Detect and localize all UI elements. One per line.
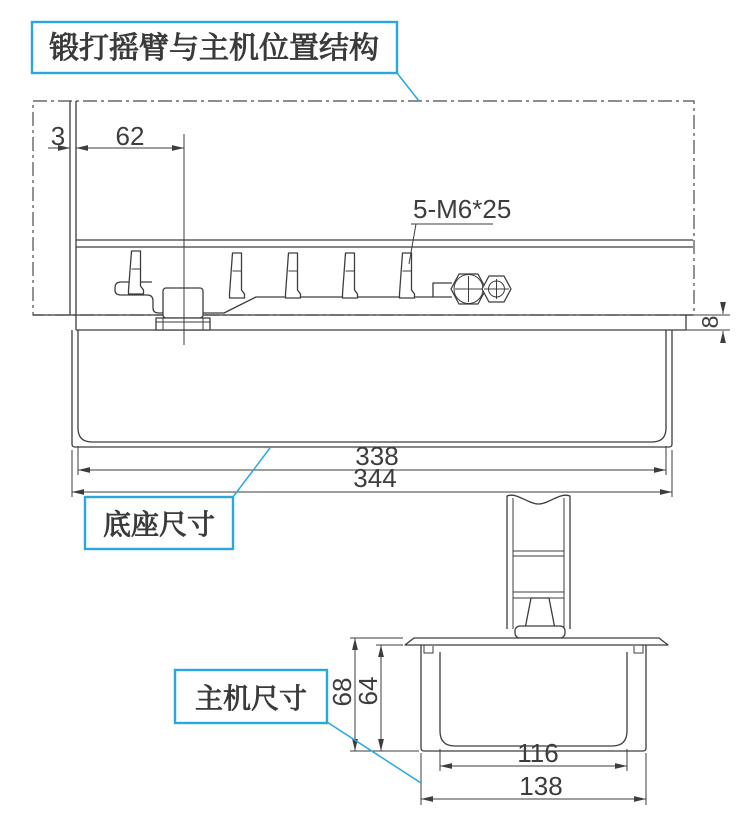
host-callout-leader bbox=[327, 722, 421, 783]
hex-fasteners bbox=[451, 274, 511, 304]
bolt bbox=[129, 251, 144, 294]
bolt bbox=[230, 253, 245, 298]
column-dividers bbox=[513, 551, 564, 598]
base-callout-text: 底座尺寸 bbox=[102, 509, 216, 540]
pivot-flange bbox=[156, 318, 210, 330]
dim-3-text: 3 bbox=[50, 121, 66, 151]
left-wall-lines bbox=[70, 101, 76, 315]
base-callout bbox=[85, 448, 270, 549]
dim-8-text: 8 bbox=[697, 315, 723, 329]
dim-64 bbox=[353, 645, 403, 751]
dim-68-text: 68 bbox=[327, 677, 357, 707]
base-view bbox=[72, 330, 672, 497]
title-callout-text: 锻打摇臂与主机位置结构 bbox=[49, 32, 379, 65]
title-callout-leader bbox=[397, 73, 419, 101]
dim-338-text: 338 bbox=[355, 441, 399, 471]
dim-8 bbox=[686, 302, 730, 343]
dim-62-text: 62 bbox=[115, 121, 145, 151]
title-callout bbox=[32, 22, 419, 101]
host-callout bbox=[175, 670, 421, 783]
bolt bbox=[286, 253, 301, 298]
host-view bbox=[327, 495, 668, 805]
dim-3-62 bbox=[48, 121, 184, 151]
bolt-thread-ticks bbox=[132, 269, 412, 271]
dim-116 bbox=[440, 738, 627, 771]
column-wedge bbox=[525, 598, 555, 629]
host-tub-inner bbox=[440, 652, 627, 746]
bolt bbox=[343, 253, 358, 298]
base-tub-outer bbox=[72, 330, 672, 447]
dim-116-text: 116 bbox=[517, 738, 559, 768]
arm-column bbox=[507, 495, 570, 638]
bolt-spec-leader bbox=[409, 224, 493, 264]
base-callout-leader bbox=[233, 448, 270, 497]
rail-band-lines bbox=[76, 240, 693, 247]
host-tub-outer bbox=[421, 645, 646, 751]
host-top-plate bbox=[405, 638, 668, 645]
bolt bbox=[400, 253, 415, 298]
base-tub-inner bbox=[78, 330, 666, 442]
column-foot-flange bbox=[515, 626, 565, 638]
position-structure-view bbox=[33, 101, 730, 345]
host-tub-hooks bbox=[424, 645, 643, 653]
pivot-block bbox=[163, 288, 203, 318]
dim-64-text: 64 bbox=[353, 676, 383, 706]
dim-138-text: 138 bbox=[519, 771, 563, 801]
bolt-spec-text: 5-M6*25 bbox=[413, 194, 512, 224]
bolt-spec-label bbox=[409, 194, 511, 264]
dim-344-text: 344 bbox=[353, 463, 397, 493]
host-callout-text: 主机尺寸 bbox=[194, 683, 308, 714]
